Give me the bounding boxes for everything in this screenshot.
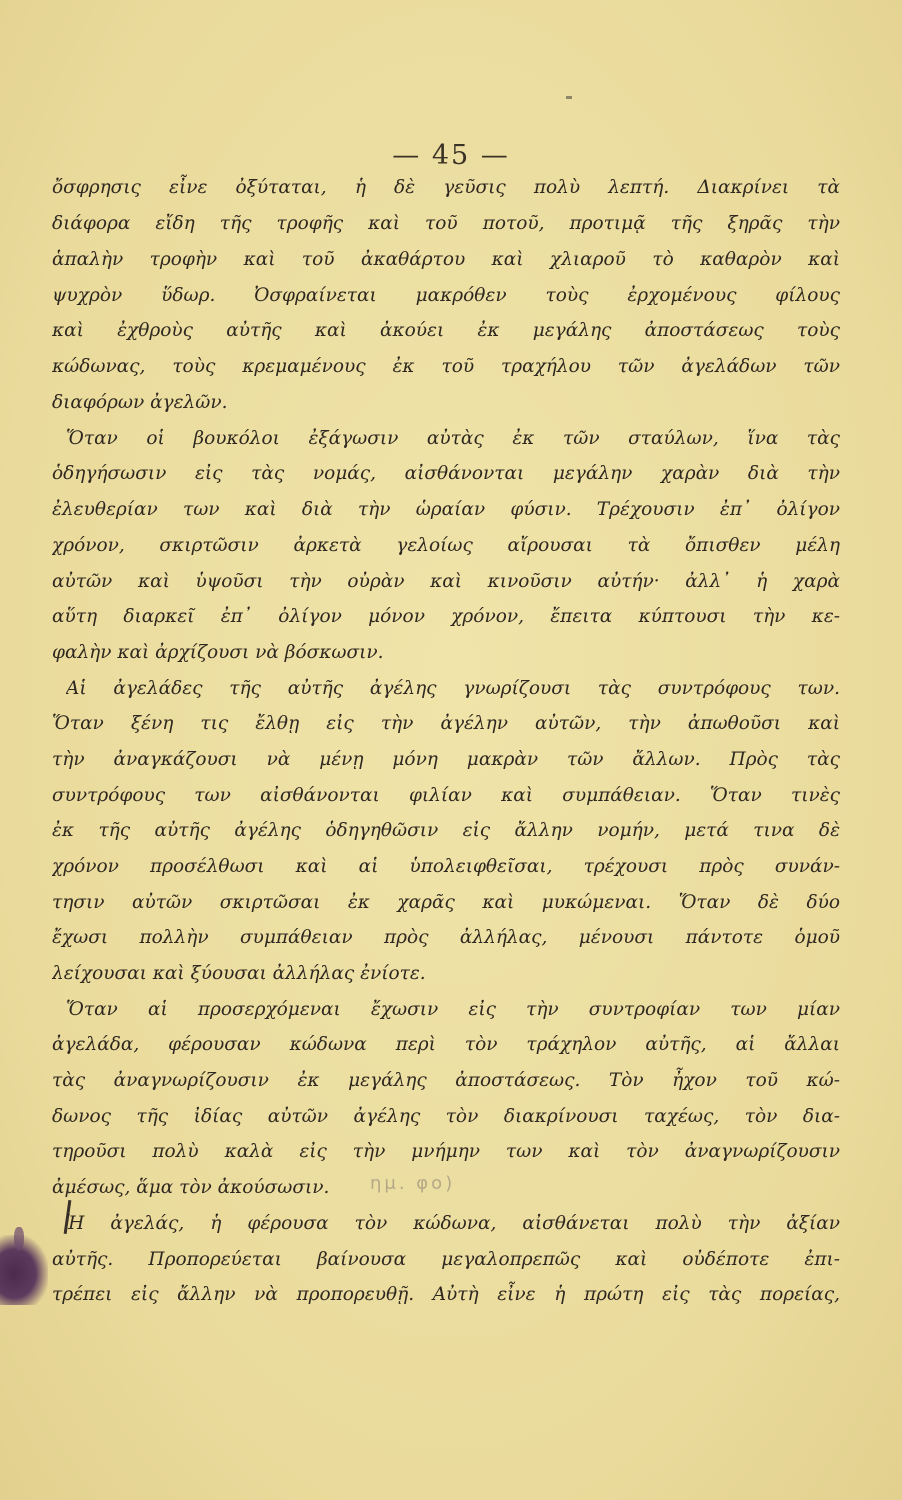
text-line: τὴν ἀναγκάζουσι νὰ μένῃ μόνη μακρὰν τῶν ἄλλων. Πρὸς τὰς bbox=[52, 749, 840, 770]
text-line: τησιν αὐτῶν σκιρτῶσαι ἐκ χαρᾶς καὶ μυκώμεναι. Ὅταν δὲ δύο bbox=[52, 892, 840, 913]
text-line: χρόνον, σκιρτῶσιν ἀρκετὰ γελοίως αἴρουσαι τὰ ὄπισθεν μέλη bbox=[52, 535, 840, 556]
paragraph-start-line: Ὅταν αἱ προσερχόμεναι ἔχωσιν εἰς τὴν συντροφίαν των μίαν bbox=[66, 999, 840, 1020]
text-line: ἁπαλὴν τροφὴν καὶ τοῦ ἀκαθάρτου καὶ χλιαροῦ τὸ καθαρὸν καὶ bbox=[52, 249, 840, 270]
text-line: φαλὴν καὶ ἀρχίζουσι νὰ βόσκωσιν. bbox=[52, 642, 384, 663]
text-line: αὕτη διαρκεῖ ἐπ᾽ ὀλίγον μόνον χρόνον, ἔπειτα κύπτουσι τὴν κε- bbox=[52, 606, 840, 627]
page-number: — 45 — bbox=[392, 140, 510, 171]
paragraph-start-line: Ἡ ἀγελάς, ἡ φέρουσα τὸν κώδωνα, αἰσθάνεται πολὺ τὴν ἀξίαν bbox=[66, 1213, 840, 1234]
text-line: ἀμέσως, ἅμα τὸν ἀκούσωσιν. bbox=[52, 1177, 330, 1198]
paragraph-start-line: Αἱ ἀγελάδες τῆς αὐτῆς ἀγέλης γνωρίζουσι τὰς συντρόφους των. bbox=[66, 678, 840, 699]
text-line: τρέπει εἰς ἄλλην νὰ προπορευθῇ. Αὐτὴ εἶνε ἡ πρώτη εἰς τὰς πορείας, bbox=[52, 1284, 840, 1305]
text-line: συντρόφους των αἰσθάνονται φιλίαν καὶ συμπάθειαν. Ὅταν τινὲς bbox=[52, 785, 840, 806]
text-line: τηροῦσι πολὺ καλὰ εἰς τὴν μνήμην των καὶ τὸν ἀναγνωρίζουσιν bbox=[52, 1141, 840, 1162]
text-line: Ὅταν ξένη τις ἔλθῃ εἰς τὴν ἀγέλην αὐτῶν, τὴν ἀπωθοῦσι καὶ bbox=[52, 713, 840, 734]
pencil-annotation: ημ. φο) bbox=[370, 1173, 456, 1194]
ink-stain bbox=[0, 1235, 48, 1305]
text-line: ὁδηγήσωσιν εἰς τὰς νομάς, αἰσθάνονται μεγάλην χαρὰν διὰ τὴν bbox=[52, 463, 840, 484]
text-line: ἀγελάδα, φέρουσαν κώδωνα περὶ τὸν τράχηλον αὐτῆς, αἱ ἄλλαι bbox=[52, 1034, 840, 1055]
text-line: κώδωνας, τοὺς κρεμαμένους ἐκ τοῦ τραχήλου τῶν ἀγελάδων τῶν bbox=[52, 356, 840, 377]
text-line: αὐτῶν καὶ ὑψοῦσι τὴν οὐρὰν καὶ κινοῦσιν αὐτήν· ἀλλ᾽ ἡ χαρὰ bbox=[52, 571, 840, 592]
text-line: λείχουσαι καὶ ξύουσαι ἀλλήλας ἐνίοτε. bbox=[52, 963, 426, 984]
text-line: διαφόρων ἀγελῶν. bbox=[52, 392, 228, 413]
text-line: ὄσφρησις εἶνε ὀξύταται, ἡ δὲ γεῦσις πολὺ λεπτή. Διακρίνει τὰ bbox=[52, 177, 840, 198]
text-line: ἐκ τῆς αὐτῆς ἀγέλης ὁδηγηθῶσιν εἰς ἄλλην νομήν, μετά τινα δὲ bbox=[52, 820, 840, 841]
text-line: ψυχρὸν ὕδωρ. Ὀσφραίνεται μακρόθεν τοὺς ἐρχομένους φίλους bbox=[52, 285, 840, 306]
paragraph-start-line: Ὅταν οἱ βουκόλοι ἐξάγωσιν αὐτὰς ἐκ τῶν σταύλων, ἵνα τὰς bbox=[66, 428, 840, 449]
text-line: δωνος τῆς ἰδίας αὐτῶν ἀγέλης τὸν διακρίνουσι ταχέως, τὸν δια- bbox=[52, 1106, 840, 1127]
text-line: ἐλευθερίαν των καὶ διὰ τὴν ὡραίαν φύσιν. Τρέχουσιν ἐπ᾽ ὀλίγον bbox=[52, 499, 840, 520]
text-line: διάφορα εἴδη τῆς τροφῆς καὶ τοῦ ποτοῦ, προτιμᾷ τῆς ξηρᾶς τὴν bbox=[52, 213, 840, 234]
text-line: χρόνον προσέλθωσι καὶ αἱ ὑπολειφθεῖσαι, τρέχουσι πρὸς συνάν- bbox=[52, 856, 840, 877]
text-line: τὰς ἀναγνωρίζουσιν ἐκ μεγάλης ἀποστάσεως. Τὸν ἦχον τοῦ κώ- bbox=[52, 1070, 840, 1091]
text-line: καὶ ἐχθροὺς αὐτῆς καὶ ἀκούει ἐκ μεγάλης ἀποστάσεως τοὺς bbox=[52, 320, 840, 341]
ink-speck bbox=[566, 96, 572, 99]
text-line: αὐτῆς. Προπορεύεται βαίνουσα μεγαλοπρεπῶς καὶ οὐδέποτε ἐπι- bbox=[52, 1249, 840, 1270]
text-line: ἔχωσι πολλὴν συμπάθειαν πρὸς ἀλλήλας, μένουσι πάντοτε ὁμοῦ bbox=[52, 927, 840, 948]
